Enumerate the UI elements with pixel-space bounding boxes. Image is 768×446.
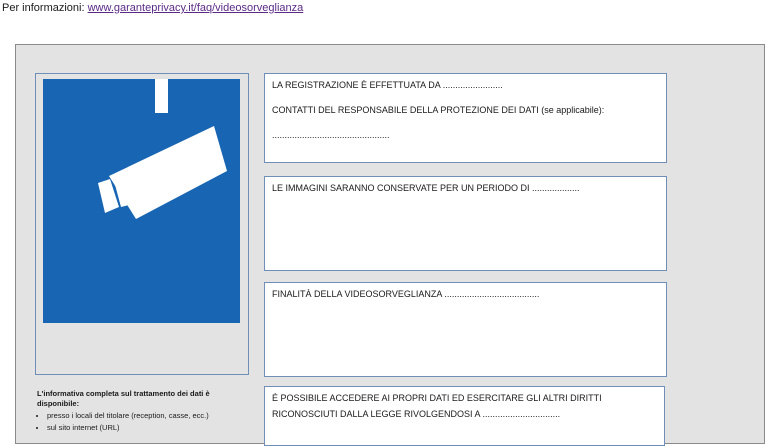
purpose-line: FINALITÀ DELLA VIDEOSORVEGLIANZA ...................................... <box>272 289 540 299</box>
retention-line: LE IMMAGINI SARANNO CONSERVATE PER UN PERIODO DI ................... <box>272 183 580 193</box>
registration-line: LA REGISTRAZIONE È EFFETTUATA DA ........................ <box>272 80 503 90</box>
purpose-panel <box>264 282 667 377</box>
rights-line-1: É POSSIBILE ACCEDERE AI PROPRI DATI ED ESERCITARE GLI ALTRI DIRITTI <box>272 393 602 403</box>
rights-line-2: RICONOSCIUTI DALLA LEGGE RIVOLGENDOSI A ............................... <box>272 409 561 419</box>
privacy-notice-note <box>37 389 242 433</box>
registration-panel <box>264 73 667 163</box>
rights-panel <box>264 386 665 446</box>
note-heading: L'informativa completa sul trattamento dei dati è disponibile: <box>37 389 210 408</box>
info-line <box>2 2 303 15</box>
dpo-contacts-line: CONTATTI DEL RESPONSABILE DELLA PROTEZIONE DEI DATI (se applicabile): <box>272 105 605 115</box>
camera-sign-frame <box>35 73 249 375</box>
list-item: • presso i locali del titolare (reception, casse, ecc.) <box>47 411 242 421</box>
garante-link[interactable]: www.garanteprivacy.it/faq/videosorveglianza <box>87 2 304 14</box>
info-label: Per informazioni: <box>2 2 85 14</box>
list-item: • sul sito internet (URL) <box>47 423 242 433</box>
note-list <box>37 411 242 433</box>
retention-panel <box>264 176 667 271</box>
cctv-camera-icon <box>43 79 240 323</box>
dpo-contacts-dots: ............................................... <box>272 130 390 140</box>
